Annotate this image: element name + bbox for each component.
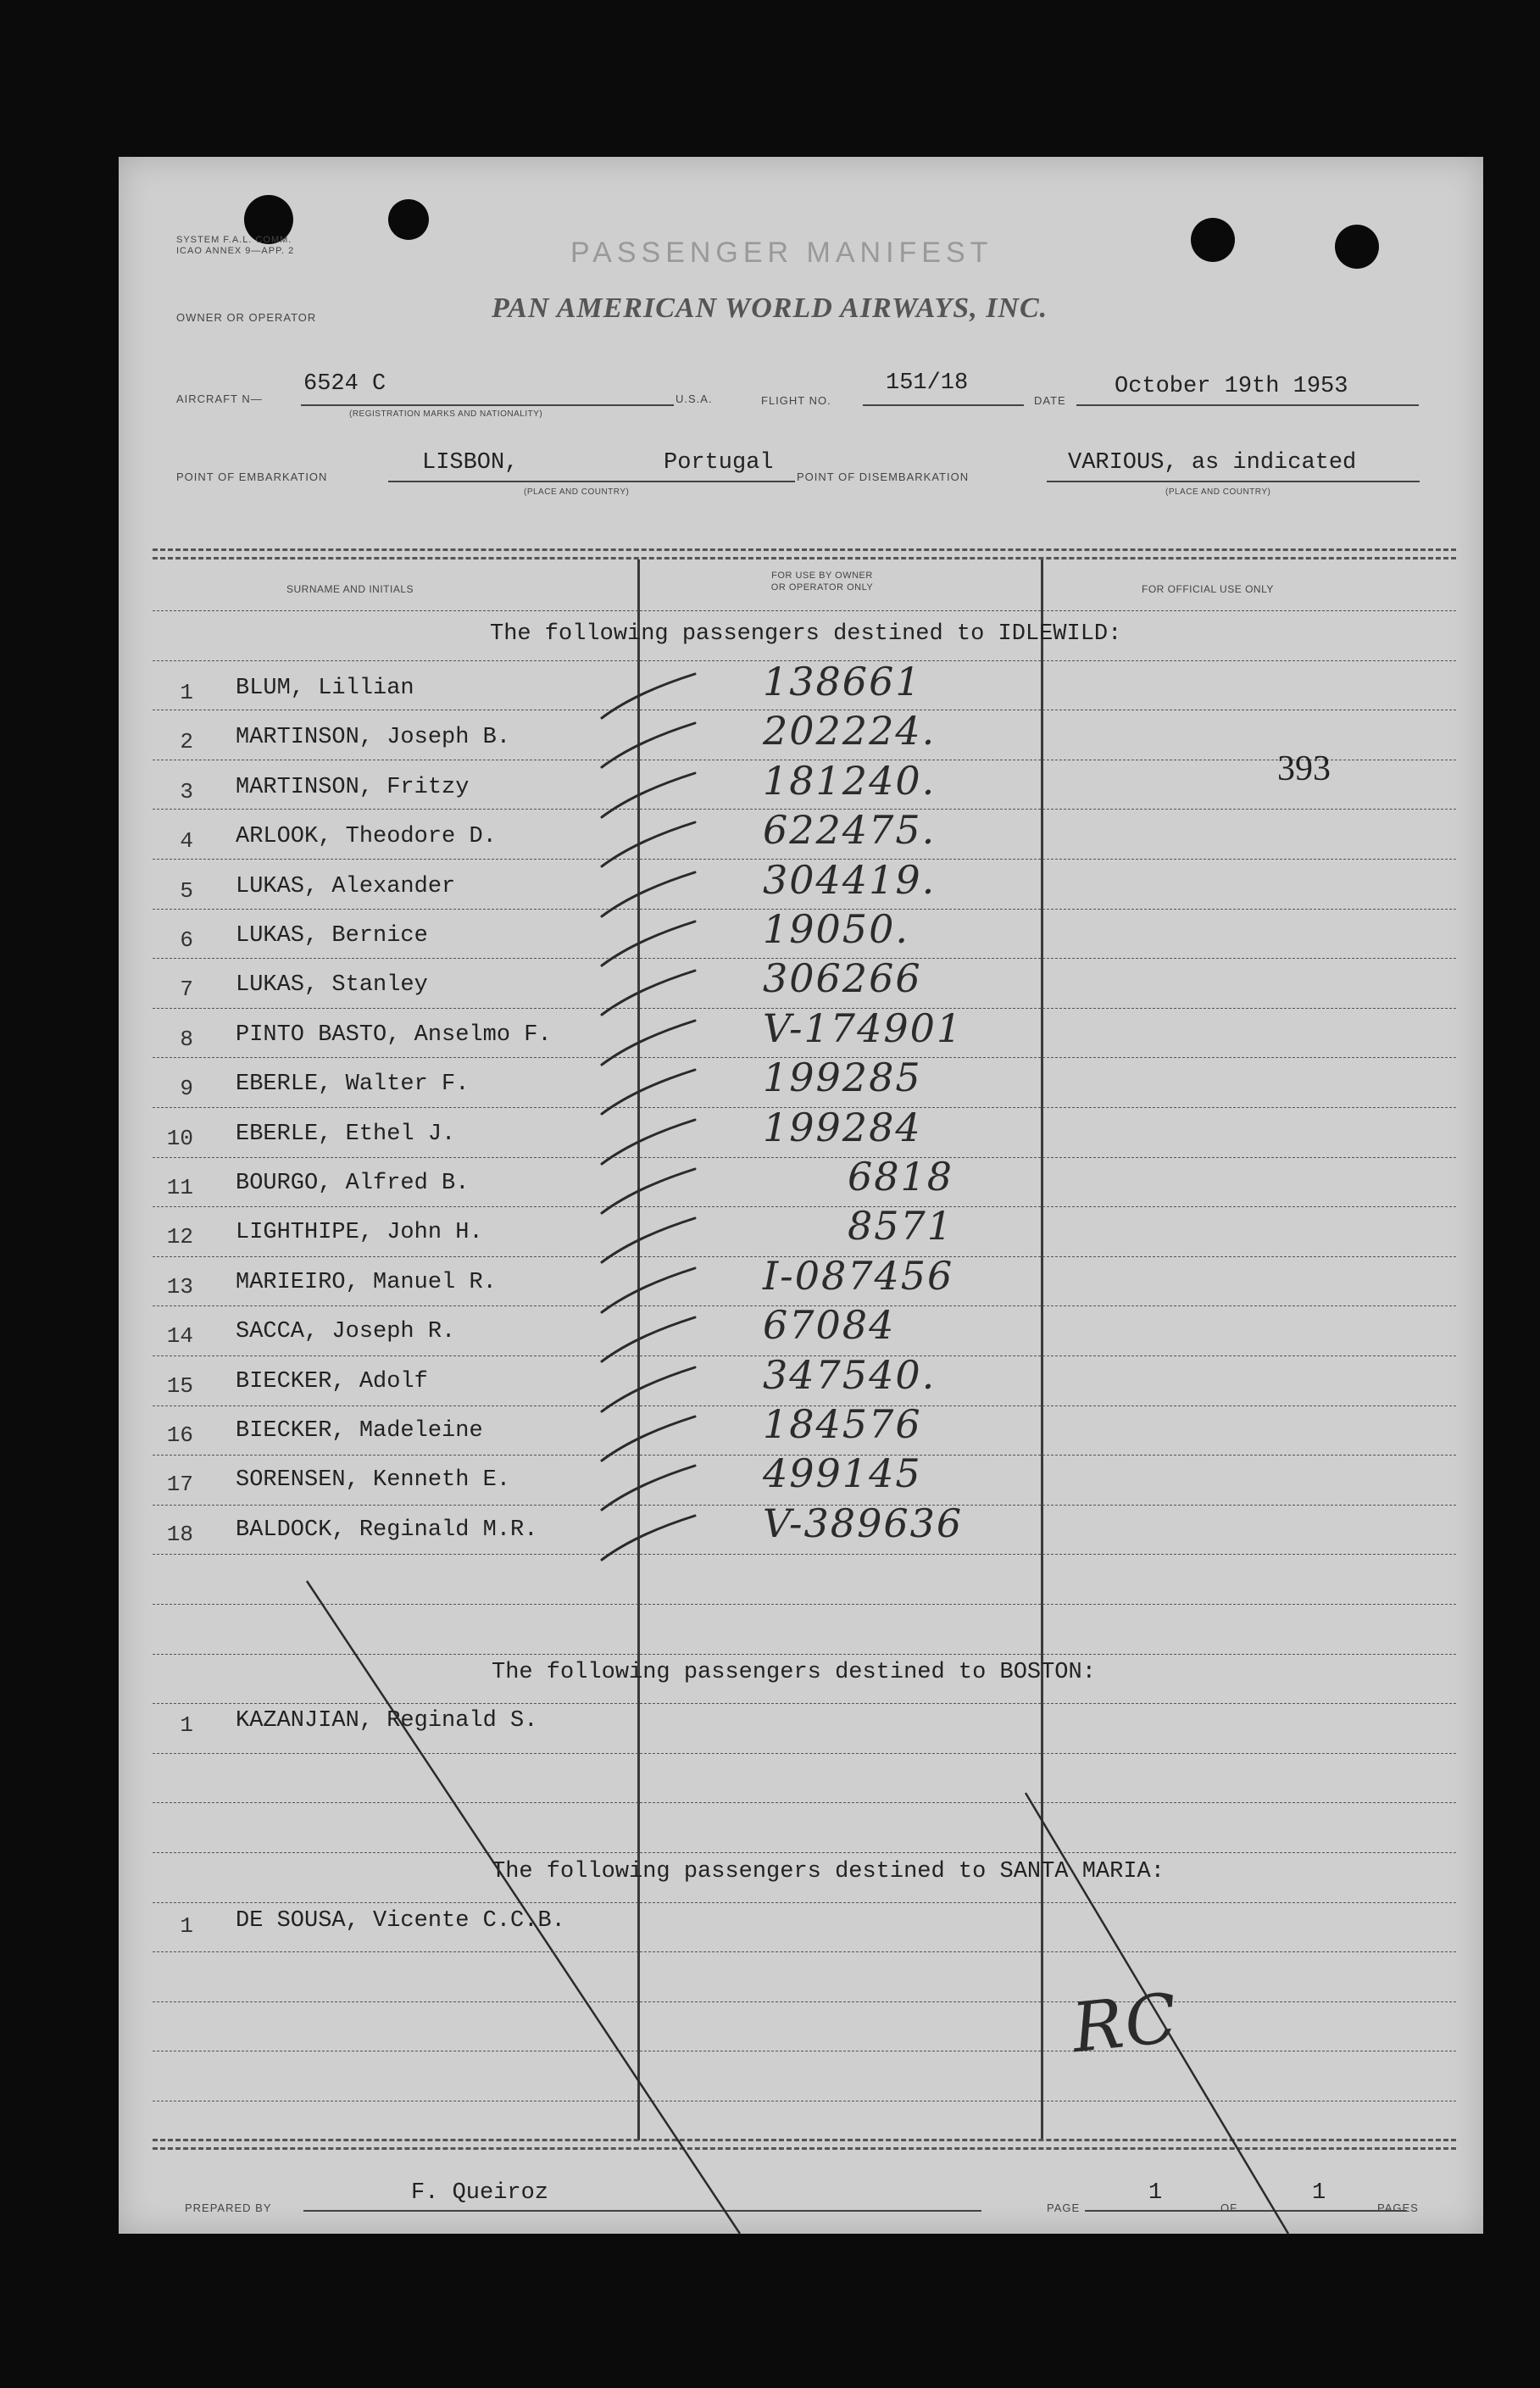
official-use-mark: 393 <box>1277 749 1331 788</box>
form-title: PASSENGER MANIFEST <box>570 237 993 269</box>
passenger-name: SORENSEN, Kenneth E. <box>236 1467 511 1493</box>
check-mark <box>602 1417 695 1461</box>
passenger-name: BIECKER, Adolf <box>236 1369 428 1394</box>
passenger-name: LUKAS, Bernice <box>236 923 428 949</box>
row-number: 1 <box>180 680 193 705</box>
row-number: 1 <box>180 1712 193 1738</box>
check-mark <box>602 1466 695 1510</box>
col-owner-header-line2: OR OPERATOR ONLY <box>770 582 874 593</box>
passenger-name: LUKAS, Alexander <box>236 874 456 899</box>
check-mark <box>602 773 695 817</box>
nationality-value: U.S.A. <box>675 392 713 405</box>
col-owner-header-line1: FOR USE BY OWNER <box>771 571 873 581</box>
section-heading-santa-maria: The following passengers destined to SANTA MARIA: <box>492 1859 1165 1884</box>
row-number: 5 <box>180 878 193 904</box>
regulation-note-line1: SYSTEM F.A.L. COMM. <box>176 235 292 245</box>
ticket-number: V-174901 <box>763 1005 964 1051</box>
row-number: 11 <box>166 1175 193 1200</box>
flight-label: FLIGHT NO. <box>761 394 831 407</box>
passenger-name: ARLOOK, Theodore D. <box>236 824 497 849</box>
check-mark <box>602 1021 695 1065</box>
row-number: 10 <box>166 1126 193 1151</box>
ticket-number: 138661 <box>763 659 922 704</box>
row-number: 9 <box>180 1076 193 1101</box>
registration-caption: (REGISTRATION MARKS AND NATIONALITY) <box>349 409 543 419</box>
row-number: 17 <box>166 1472 193 1497</box>
check-mark <box>602 921 695 966</box>
passenger-name: BIECKER, Madeleine <box>236 1418 483 1444</box>
check-mark <box>602 1218 695 1262</box>
page-label: PAGE <box>1047 2202 1081 2214</box>
passenger-name: BOURGO, Alfred B. <box>236 1171 470 1196</box>
ticket-number: 6818 <box>848 1154 954 1200</box>
embarkation-city: LISBON, <box>422 450 519 476</box>
passenger-name: MARTINSON, Joseph B. <box>236 725 511 750</box>
owner-value: PAN AMERICAN WORLD AIRWAYS, INC. <box>492 292 1048 324</box>
row-number: 12 <box>166 1224 193 1250</box>
check-mark <box>602 674 695 718</box>
initials-signature: RC <box>1068 1978 1182 2068</box>
handwriting-overlay <box>119 157 1483 2234</box>
ticket-number: 347540. <box>763 1352 937 1398</box>
ticket-number: 499145 <box>763 1450 922 1496</box>
date-value: October 19th 1953 <box>1115 374 1348 399</box>
ticket-number: 199285 <box>763 1055 922 1100</box>
passenger-name: EBERLE, Ethel J. <box>236 1122 456 1147</box>
passenger-name: DE SOUSA, Vicente C.C.B. <box>236 1908 565 1934</box>
passenger-name: LUKAS, Stanley <box>236 972 428 998</box>
flight-value: 151/18 <box>886 370 969 396</box>
check-mark <box>602 723 695 767</box>
ticket-number: 304419. <box>763 857 937 903</box>
passenger-name: MARIEIRO, Manuel R. <box>236 1270 497 1295</box>
cross-out-line-1 <box>307 1581 740 2234</box>
col-surname-header: SURNAME AND INITIALS <box>286 583 414 595</box>
disembarkation-label: POINT OF DISEMBARKATION <box>797 470 970 483</box>
row-number: 6 <box>180 927 193 953</box>
embarkation-country: Portugal <box>664 450 774 476</box>
check-mark <box>602 1070 695 1114</box>
check-mark <box>602 971 695 1015</box>
passenger-name: LIGHTHIPE, John H. <box>236 1220 483 1245</box>
section-heading-idlewild: The following passengers destined to IDLEWILD: <box>490 621 1122 647</box>
row-number: 7 <box>180 977 193 1002</box>
aircraft-value: 6524 C <box>303 371 386 397</box>
regulation-note-line2: ICAO ANNEX 9—APP. 2 <box>176 246 295 256</box>
check-mark <box>602 872 695 916</box>
row-number: 3 <box>180 779 193 804</box>
row-number: 8 <box>180 1027 193 1052</box>
passenger-name: EBERLE, Walter F. <box>236 1072 470 1097</box>
row-number: 16 <box>166 1422 193 1448</box>
place-caption-2: (PLACE AND COUNTRY) <box>1165 487 1271 497</box>
passenger-name: SACCA, Joseph R. <box>236 1319 456 1344</box>
ticket-number: 181240. <box>763 758 937 804</box>
manifest-sheet <box>119 157 1483 2234</box>
row-number: 13 <box>166 1274 193 1300</box>
row-number: 18 <box>166 1522 193 1547</box>
prepared-label: PREPARED BY <box>185 2202 272 2214</box>
ticket-number: 184576 <box>763 1401 922 1447</box>
page-value: 1 <box>1148 2180 1163 2206</box>
row-number: 14 <box>166 1323 193 1349</box>
passenger-name: BLUM, Lillian <box>236 676 414 701</box>
ticket-number: 622475. <box>763 807 937 853</box>
ticket-number: 199284 <box>763 1105 922 1150</box>
ticket-number: 19050. <box>763 906 909 952</box>
passenger-name: KAZANJIAN, Reginald S. <box>236 1708 538 1734</box>
check-mark <box>602 1516 695 1560</box>
aircraft-label: AIRCRAFT N— <box>176 392 263 405</box>
passenger-name: MARTINSON, Fritzy <box>236 775 470 800</box>
ticket-number: I-087456 <box>763 1253 954 1299</box>
owner-label: OWNER OR OPERATOR <box>176 311 317 324</box>
embarkation-label: POINT OF EMBARKATION <box>176 470 328 483</box>
pages-label: PAGES <box>1377 2202 1419 2214</box>
passenger-name: PINTO BASTO, Anselmo F. <box>236 1022 552 1048</box>
row-number: 15 <box>166 1373 193 1399</box>
check-mark <box>602 1367 695 1411</box>
ticket-number: V-389636 <box>763 1500 964 1546</box>
of-label: OF <box>1220 2202 1238 2214</box>
col-official-header: FOR OFFICIAL USE ONLY <box>1142 583 1274 595</box>
place-caption: (PLACE AND COUNTRY) <box>524 487 630 497</box>
check-mark <box>602 1317 695 1361</box>
section-heading-boston: The following passengers destined to BOSTON: <box>492 1660 1096 1685</box>
check-mark <box>602 1169 695 1213</box>
of-value: 1 <box>1312 2180 1326 2206</box>
row-number: 1 <box>180 1913 193 1939</box>
prepared-value: F. Queiroz <box>411 2180 549 2206</box>
disembarkation-value: VARIOUS, as indicated <box>1068 450 1357 476</box>
row-number: 2 <box>180 729 193 754</box>
ticket-number: 306266 <box>763 955 922 1001</box>
ticket-number: 8571 <box>848 1203 954 1249</box>
date-label: DATE <box>1034 394 1066 407</box>
check-mark <box>602 822 695 866</box>
ticket-number: 67084 <box>763 1302 896 1348</box>
ticket-number: 202224. <box>763 708 937 754</box>
check-mark <box>602 1268 695 1312</box>
passenger-name: BALDOCK, Reginald M.R. <box>236 1517 538 1543</box>
check-mark <box>602 1120 695 1164</box>
row-number: 4 <box>180 828 193 854</box>
